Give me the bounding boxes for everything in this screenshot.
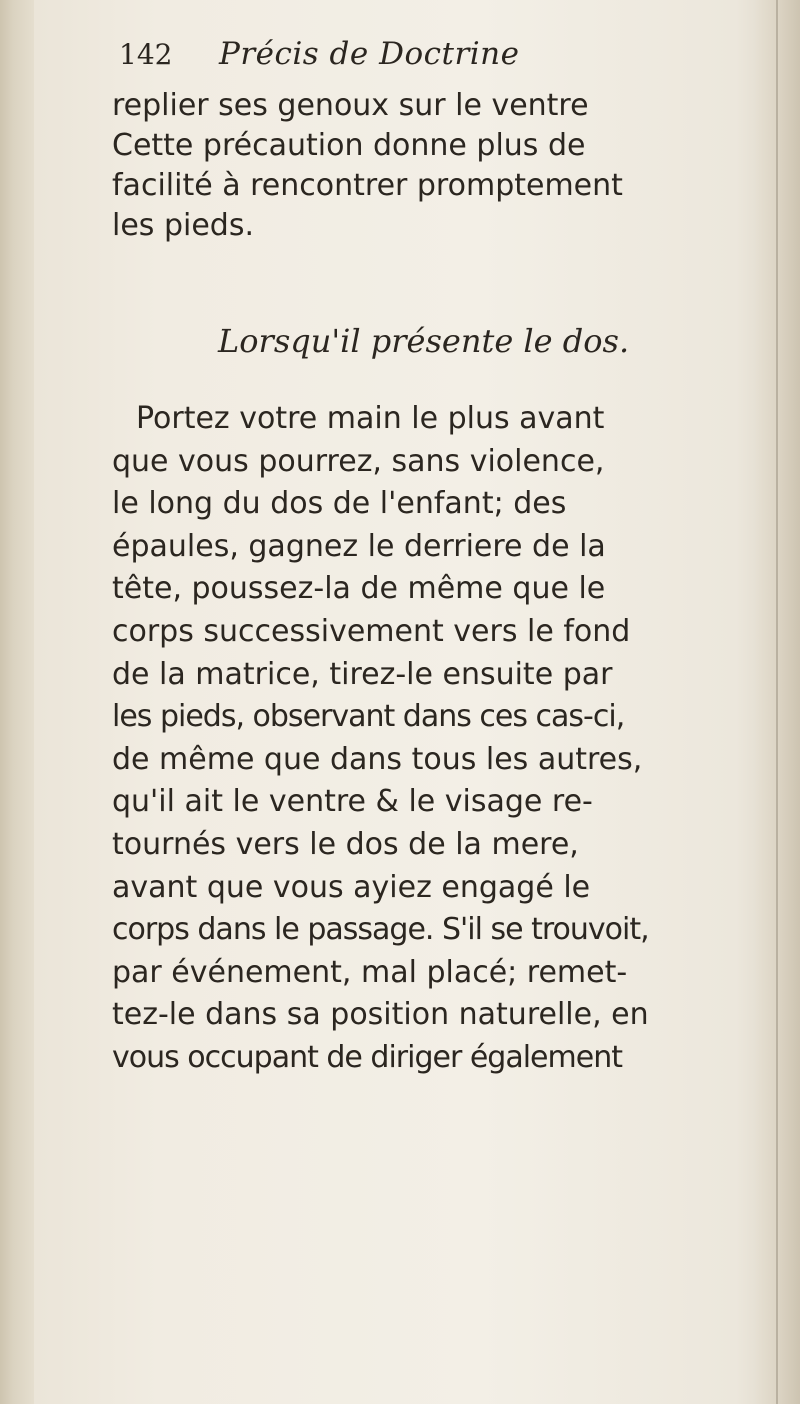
text-line: que vous pourrez, sans violence,: [112, 443, 605, 479]
text-line: Cette précaution donne plus de: [112, 128, 586, 163]
text-line: tez-le dans sa position naturelle, en: [112, 997, 649, 1033]
text-line: avant que vous ayiez engagé le: [112, 869, 591, 905]
text-line: épaules, gagnez le derriere de la: [112, 528, 606, 564]
text-line: facilité à rencontrer promptement: [112, 168, 623, 203]
paragraph-1: [112, 86, 778, 246]
text-line: qu'il ait le ventre & le visage re-: [112, 784, 593, 820]
text-line: les pieds, observant dans ces cas-ci,: [112, 699, 625, 735]
text-line: de la matrice, tirez-le ensuite par: [112, 656, 613, 692]
text-line: corps dans le passage. S'il se trouvoit,: [112, 912, 649, 948]
text-line: vous occupant de diriger également: [112, 1039, 622, 1075]
text-line: tournés vers le dos de la mere,: [112, 826, 579, 862]
paragraph-2: [112, 398, 778, 1080]
running-header: [119, 36, 759, 82]
text-line: Portez votre main le plus avant: [136, 401, 605, 436]
text-line: de même que dans tous les autres,: [112, 741, 643, 777]
text-line: le long du dos de l'enfant; des: [112, 486, 567, 522]
text-line: tête, poussez-la de même que le: [112, 571, 606, 607]
text-line: par événement, mal placé; remet-: [112, 954, 628, 990]
text-line: les pieds.: [112, 208, 255, 243]
text-line: replier ses genoux sur le ventre: [112, 88, 589, 123]
page-gutter-left: [0, 0, 34, 1404]
text-line: corps successivement vers le fond: [112, 613, 631, 649]
running-title: Précis de Doctrine: [219, 36, 520, 72]
section-heading: Lorsqu'il présente le dos.: [218, 322, 630, 360]
page-number: 142: [119, 38, 173, 71]
